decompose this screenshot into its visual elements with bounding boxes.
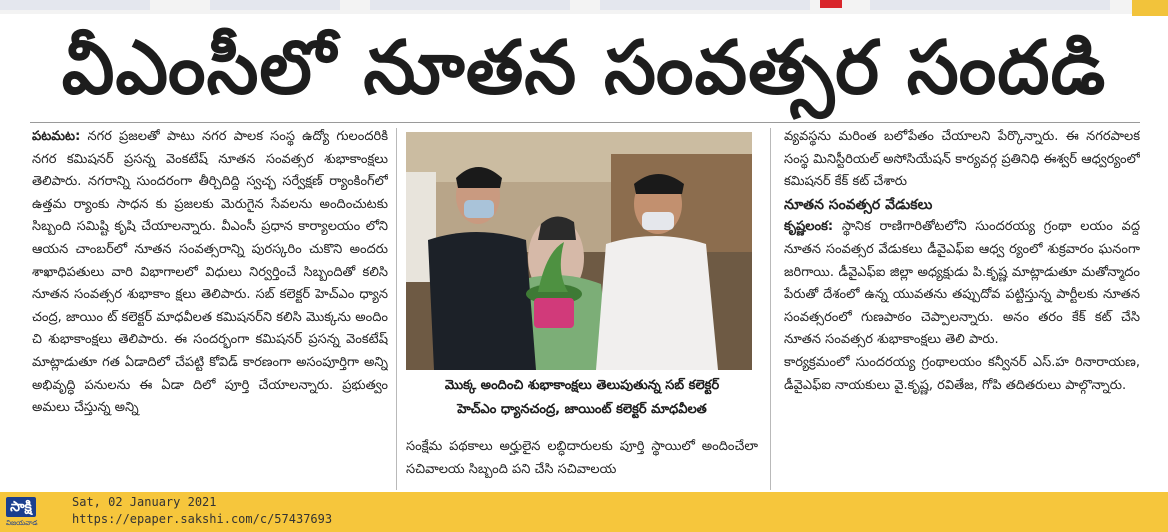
photo-illustration (406, 132, 752, 370)
photo-man-left-suit (428, 232, 536, 370)
column-3-paragraph-1: వ్యవస్థను మరింత బలోపేతం చేయాలని పేర్కొన్నారు. ఈ నగరపాలక సంస్థ మినిస్టీరియల్ అసోసియేషన్ కార్యవర్గ ప్రతినిధి ఈశ్వర్ ఆధ్వర్యంలో కమిషనర్ కేక్ కట్ చేశారు (784, 129, 1140, 190)
top-strip-yellow-marker (1132, 0, 1168, 16)
article-column-1 (32, 126, 388, 492)
top-strip-segment (870, 0, 1110, 10)
footer-url[interactable]: https://epaper.sakshi.com/c/57437693 (72, 512, 333, 526)
top-strip-segment (210, 0, 340, 10)
top-strip-red-marker (820, 0, 842, 8)
column-divider (770, 128, 771, 490)
article-column-2 (406, 436, 758, 492)
article-column-3 (784, 126, 1140, 492)
column-3-paragraph-2-text: స్థానిక రాణిగారితోటలోని సుందరయ్య గ్రంథా లయం వద్ద నూతన సంవత్సర వేడుకలు డీవైఎఫ్‌ఐ ఆధ్వ ర్యంలో శుక్రవారం ఘనంగా జరిగాయి. డీవైఎఫ్‌ఐ జిల్లా అధ్యక్షుడు పి.కృష్ణ మాట్లాడుతూ మతోన్మాదం పేరుతో దేశంలో ఉన్న యువతను తప్పుదోవ పట్టిస్తున్న పార్టీలకు నూతన సంవత్సరంలో గుణపాఠం చెప్పాలన్నారు. అనం తరం కేక్ కట్ చేసి నూతన సంవత్సర శుభాకాంక్షలు తెలి పారు. (784, 219, 1140, 348)
photo-plant-pot (534, 298, 574, 328)
column-1-text: నగర ప్రజలతో పాటు నగర పాలక సంస్థ ఉద్యో గులందరికి నగర కమిషనర్ ప్రసన్న వెంకటేష్ నూతన సంవత్సర శుభాకాంక్షలు తెలిపారు. నగరాన్ని సుందరంగా తీర్చిదిద్ది స్వచ్ఛ సర్వేక్షణ్ ర్యాంకింగ్‌లో ఉత్తమ ర్యాంకు సాధన కు ప్రజలకు మెరుగైన సేవలను అందించుటకు సిబ్బంది సమిష్టి కృషి చేయాలన్నారు. వీఎంసీ ప్రధాన కార్యాలయం లోని ఆయన చాంబర్‌లో నూతన సంవత్సరాన్ని పురస్కరిం చుకొని అందరు శాఖాధిపతులు వారి విభాగాలలో విధులు నిర్వర్తించే సిబ్బందితో కలిసి నూతన సంవత్సర శుభాకాం క్షలు తెలిపారు. సబ్ కలెక్టర్ హెచ్‌ఎం ధ్యాన చంద్ర, జాయిం ట్ కలెక్టర్ మాధవీలత కమిషనర్‌ని కలిసి మొక్కను అందిం చి శుభాకాంక్షలు తెలిపారు. ఈ సందర్భంగా కమిషనర్ ప్రసన్న వెంకటేష్ మాట్లాడుతూ గత ఏడాదిలో చేపట్టి కోవిడ్ కారణంగా అసంపూర్తిగా అన్ని అభివృద్ధి పనులను ఈ ఏడా దిలో పూర్తి చేయాలన్నారు. ప్రభుత్వం అమలు చేస్తున్న అన్ని (32, 129, 388, 416)
sakshi-logo (4, 495, 64, 529)
photo-man-left-mask (464, 200, 494, 218)
column-3-subheading: నూతన సంవత్సర వేడుకలు (784, 196, 933, 213)
photo-caption (406, 374, 758, 422)
dateline-krishnalanka: కృష్ణలంక: (784, 219, 834, 235)
dateline-patamata: పటమట: (32, 129, 81, 144)
top-strip-segment (370, 0, 570, 10)
photo-man-right-shirt (596, 236, 718, 370)
photo-man-right-mask (642, 212, 674, 230)
sakshi-logo-subtext: విజయవాడ (6, 519, 38, 527)
top-strip-segment (0, 0, 150, 10)
footer-date: Sat, 02 January 2021 (72, 495, 217, 509)
column-3-paragraph-3: కార్యక్రమంలో సుందరయ్య గ్రంథాలయం కన్వీనర్ ఎస్.హ రినారాయణ, డీవైఎఫ్‌ఐ నాయకులు వై.కృష్ణ, రవితేజ, గోపి తదితరులు పాల్గొన్నారు. (784, 354, 1140, 393)
column-divider (396, 128, 397, 490)
article-headline: వీఎంసీలో నూతన సంవత్సర సందడి (61, 25, 1107, 111)
column-1-paragraph (32, 126, 388, 420)
top-strip (0, 0, 1168, 14)
column-3-paragraph-2 (784, 216, 1140, 352)
sakshi-logo-mark: సాక్షి (6, 497, 36, 517)
epaper-footer (0, 492, 1168, 532)
news-photo (406, 132, 752, 370)
column-2-text: సంక్షేమ పథకాలు అర్హులైన లబ్ధిదారులకు పూర్తి స్థాయిలో అందించేలా సచివాలయ సిబ్బంది పని చేసి సచివాలయ (406, 439, 758, 477)
top-strip-segment (600, 0, 810, 10)
caption-line-1: మొక్క అందించి శుభాకాంక్షలు తెలుపుతున్న సబ్ కలెక్టర్ (444, 378, 720, 393)
headline-rule (30, 122, 1140, 123)
caption-line-2: హెచ్‌ఎం ధ్యానచంద్ర, జాయింట్ కలెక్టర్ మాధవీలత (457, 402, 707, 417)
